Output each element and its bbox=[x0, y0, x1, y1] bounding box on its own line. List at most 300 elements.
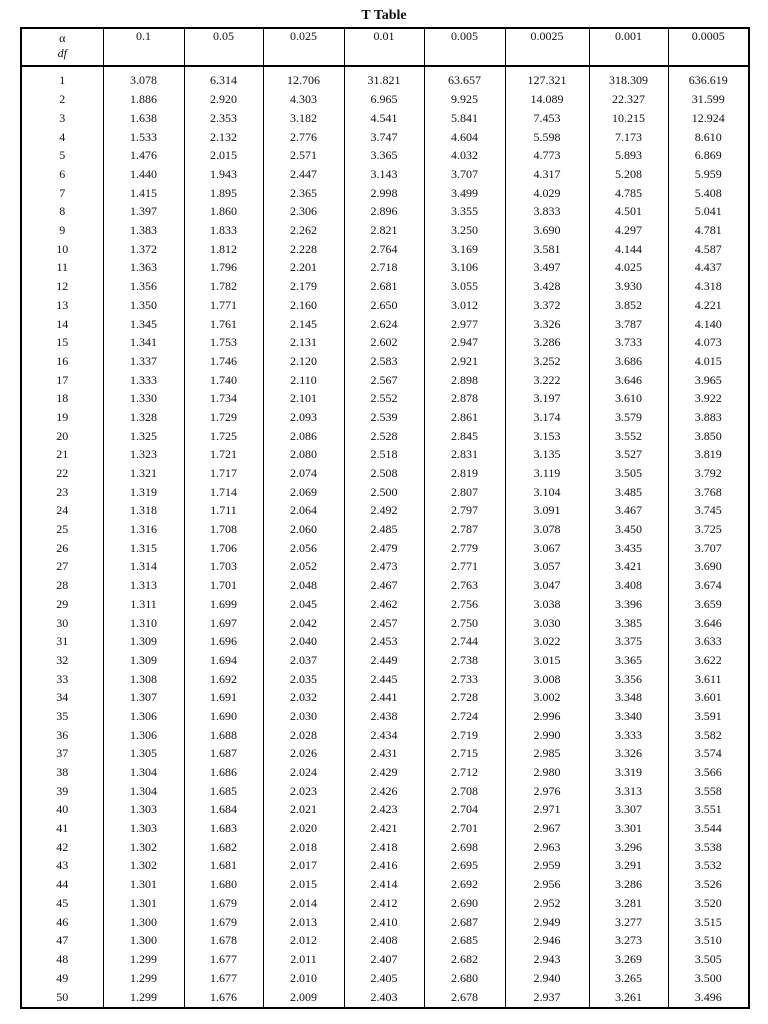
critical-value-cell: 2.485 bbox=[344, 520, 424, 539]
critical-value-cell: 2.719 bbox=[424, 726, 505, 745]
critical-value-cell: 2.733 bbox=[424, 670, 505, 689]
critical-value-cell: 3.515 bbox=[668, 913, 749, 932]
critical-value-cell: 3.551 bbox=[668, 801, 749, 820]
critical-value-cell: 2.956 bbox=[505, 875, 589, 894]
critical-value-cell: 3.047 bbox=[505, 576, 589, 595]
critical-value-cell: 3.385 bbox=[589, 614, 668, 633]
critical-value-cell: 1.325 bbox=[103, 427, 184, 446]
critical-value-cell: 1.721 bbox=[184, 446, 263, 465]
table-row bbox=[21, 857, 749, 876]
critical-value-cell: 2.704 bbox=[424, 801, 505, 820]
critical-value-cell: 2.776 bbox=[263, 128, 344, 147]
critical-value-cell: 2.201 bbox=[263, 259, 344, 278]
table-row bbox=[21, 726, 749, 745]
critical-value-cell: 1.310 bbox=[103, 614, 184, 633]
critical-value-cell: 3.579 bbox=[589, 408, 668, 427]
critical-value-cell: 2.479 bbox=[344, 539, 424, 558]
critical-value-cell: 2.779 bbox=[424, 539, 505, 558]
table-row bbox=[21, 483, 749, 502]
critical-value-cell: 3.365 bbox=[344, 147, 424, 166]
critical-value-cell: 3.421 bbox=[589, 558, 668, 577]
critical-value-cell: 2.473 bbox=[344, 558, 424, 577]
df-cell: 28 bbox=[56, 578, 69, 593]
table-row bbox=[21, 315, 749, 334]
critical-value-cell: 2.771 bbox=[424, 558, 505, 577]
critical-value-cell: 1.697 bbox=[184, 614, 263, 633]
critical-value-cell: 3.281 bbox=[589, 894, 668, 913]
critical-value-cell: 2.977 bbox=[424, 315, 505, 334]
critical-value-cell: 9.925 bbox=[424, 90, 505, 109]
table-row bbox=[21, 838, 749, 857]
critical-value-cell: 2.423 bbox=[344, 801, 424, 820]
critical-value-cell: 1.533 bbox=[103, 128, 184, 147]
critical-value-cell: 4.604 bbox=[424, 128, 505, 147]
critical-value-cell: 318.309 bbox=[589, 66, 668, 90]
critical-value-cell: 636.619 bbox=[668, 66, 749, 90]
critical-value-cell: 4.437 bbox=[668, 259, 749, 278]
critical-value-cell: 3.250 bbox=[424, 221, 505, 240]
critical-value-cell: 3.252 bbox=[505, 352, 589, 371]
critical-value-cell: 3.505 bbox=[589, 464, 668, 483]
critical-value-cell: 1.692 bbox=[184, 670, 263, 689]
critical-value-cell: 3.544 bbox=[668, 819, 749, 838]
critical-value-cell: 4.785 bbox=[589, 184, 668, 203]
critical-value-cell: 4.318 bbox=[668, 277, 749, 296]
table-row bbox=[21, 446, 749, 465]
df-cell: 5 bbox=[59, 148, 66, 163]
table-row bbox=[21, 165, 749, 184]
critical-value-cell: 4.029 bbox=[505, 184, 589, 203]
critical-value-cell: 1.690 bbox=[184, 707, 263, 726]
critical-value-cell: 3.333 bbox=[589, 726, 668, 745]
critical-value-cell: 1.302 bbox=[103, 838, 184, 857]
critical-value-cell: 3.850 bbox=[668, 427, 749, 446]
critical-value-cell: 1.333 bbox=[103, 371, 184, 390]
critical-value-cell: 1.304 bbox=[103, 763, 184, 782]
critical-value-cell: 3.499 bbox=[424, 184, 505, 203]
critical-value-cell: 1.309 bbox=[103, 632, 184, 651]
critical-value-cell: 2.845 bbox=[424, 427, 505, 446]
critical-value-cell: 1.306 bbox=[103, 707, 184, 726]
critical-value-cell: 3.340 bbox=[589, 707, 668, 726]
df-cell: 47 bbox=[56, 933, 69, 948]
critical-value-cell: 4.541 bbox=[344, 109, 424, 128]
critical-value-cell: 2.539 bbox=[344, 408, 424, 427]
critical-value-cell: 1.328 bbox=[103, 408, 184, 427]
critical-value-cell: 1.860 bbox=[184, 203, 263, 222]
df-cell: 2 bbox=[59, 92, 66, 107]
critical-value-cell: 2.744 bbox=[424, 632, 505, 651]
critical-value-cell: 2.030 bbox=[263, 707, 344, 726]
critical-value-cell: 3.558 bbox=[668, 782, 749, 801]
critical-value-cell: 1.812 bbox=[184, 240, 263, 259]
critical-value-cell: 3.291 bbox=[589, 857, 668, 876]
df-cell: 50 bbox=[56, 989, 69, 1004]
critical-value-cell: 14.089 bbox=[505, 90, 589, 109]
critical-value-cell: 2.571 bbox=[263, 147, 344, 166]
table-row bbox=[21, 782, 749, 801]
critical-value-cell: 6.314 bbox=[184, 66, 263, 90]
critical-value-cell: 4.501 bbox=[589, 203, 668, 222]
critical-value-cell: 3.610 bbox=[589, 389, 668, 408]
df-cell: 22 bbox=[56, 466, 69, 481]
critical-value-cell: 2.015 bbox=[184, 147, 263, 166]
critical-value-cell: 3.538 bbox=[668, 838, 749, 857]
critical-value-cell: 3.591 bbox=[668, 707, 749, 726]
critical-value-cell: 3.510 bbox=[668, 931, 749, 950]
critical-value-cell: 2.056 bbox=[263, 539, 344, 558]
critical-value-cell: 2.528 bbox=[344, 427, 424, 446]
critical-value-cell: 3.852 bbox=[589, 296, 668, 315]
critical-value-cell: 2.017 bbox=[263, 857, 344, 876]
table-row bbox=[21, 520, 749, 539]
critical-value-cell: 2.093 bbox=[263, 408, 344, 427]
table-row bbox=[21, 875, 749, 894]
critical-value-cell: 2.708 bbox=[424, 782, 505, 801]
critical-value-cell: 1.638 bbox=[103, 109, 184, 128]
df-cell: 48 bbox=[56, 951, 69, 966]
critical-value-cell: 2.567 bbox=[344, 371, 424, 390]
critical-value-cell: 2.405 bbox=[344, 969, 424, 988]
critical-value-cell: 3.119 bbox=[505, 464, 589, 483]
table-row bbox=[21, 819, 749, 838]
table-row bbox=[21, 595, 749, 614]
critical-value-cell: 2.967 bbox=[505, 819, 589, 838]
critical-value-cell: 3.690 bbox=[505, 221, 589, 240]
critical-value-cell: 3.326 bbox=[505, 315, 589, 334]
critical-value-cell: 2.048 bbox=[263, 576, 344, 595]
critical-value-cell: 3.286 bbox=[505, 333, 589, 352]
critical-value-cell: 2.985 bbox=[505, 745, 589, 764]
critical-value-cell: 2.445 bbox=[344, 670, 424, 689]
df-cell: 34 bbox=[56, 690, 69, 705]
critical-value-cell: 1.678 bbox=[184, 931, 263, 950]
critical-value-cell: 1.679 bbox=[184, 894, 263, 913]
critical-value-cell: 1.311 bbox=[103, 595, 184, 614]
alpha-header-cell: 0.0025 bbox=[505, 28, 589, 66]
critical-value-cell: 2.685 bbox=[424, 931, 505, 950]
df-cell: 40 bbox=[56, 802, 69, 817]
critical-value-cell: 3.375 bbox=[589, 632, 668, 651]
alpha-header-cell: 0.01 bbox=[344, 28, 424, 66]
critical-value-cell: 5.208 bbox=[589, 165, 668, 184]
critical-value-cell: 2.020 bbox=[263, 819, 344, 838]
critical-value-cell: 3.674 bbox=[668, 576, 749, 595]
table-row bbox=[21, 389, 749, 408]
critical-value-cell: 2.602 bbox=[344, 333, 424, 352]
critical-value-cell: 3.277 bbox=[589, 913, 668, 932]
critical-value-cell: 8.610 bbox=[668, 128, 749, 147]
critical-value-cell: 1.397 bbox=[103, 203, 184, 222]
table-row bbox=[21, 90, 749, 109]
critical-value-cell: 2.023 bbox=[263, 782, 344, 801]
critical-value-cell: 1.330 bbox=[103, 389, 184, 408]
critical-value-cell: 1.706 bbox=[184, 539, 263, 558]
critical-value-cell: 2.032 bbox=[263, 688, 344, 707]
table-row bbox=[21, 987, 749, 1008]
table-row bbox=[21, 259, 749, 278]
critical-value-cell: 4.140 bbox=[668, 315, 749, 334]
table-row bbox=[21, 763, 749, 782]
table-row bbox=[21, 240, 749, 259]
critical-value-cell: 3.078 bbox=[505, 520, 589, 539]
critical-value-cell: 3.057 bbox=[505, 558, 589, 577]
critical-value-cell: 1.686 bbox=[184, 763, 263, 782]
critical-value-cell: 3.792 bbox=[668, 464, 749, 483]
critical-value-cell: 2.687 bbox=[424, 913, 505, 932]
alpha-header-cell: 0.0005 bbox=[668, 28, 749, 66]
critical-value-cell: 3.733 bbox=[589, 333, 668, 352]
df-cell: 39 bbox=[56, 783, 69, 798]
df-cell: 9 bbox=[59, 223, 66, 238]
critical-value-cell: 3.552 bbox=[589, 427, 668, 446]
critical-value-cell: 3.883 bbox=[668, 408, 749, 427]
critical-value-cell: 1.683 bbox=[184, 819, 263, 838]
critical-value-cell: 1.796 bbox=[184, 259, 263, 278]
critical-value-cell: 2.306 bbox=[263, 203, 344, 222]
critical-value-cell: 3.038 bbox=[505, 595, 589, 614]
critical-value-cell: 3.922 bbox=[668, 389, 749, 408]
critical-value-cell: 2.353 bbox=[184, 109, 263, 128]
critical-value-cell: 1.682 bbox=[184, 838, 263, 857]
critical-value-cell: 3.532 bbox=[668, 857, 749, 876]
critical-value-cell: 1.301 bbox=[103, 894, 184, 913]
critical-value-cell: 2.015 bbox=[263, 875, 344, 894]
critical-value-cell: 3.012 bbox=[424, 296, 505, 315]
critical-value-cell: 1.308 bbox=[103, 670, 184, 689]
critical-value-cell: 2.690 bbox=[424, 894, 505, 913]
critical-value-cell: 2.441 bbox=[344, 688, 424, 707]
critical-value-cell: 63.657 bbox=[424, 66, 505, 90]
critical-value-cell: 2.462 bbox=[344, 595, 424, 614]
critical-value-cell: 1.688 bbox=[184, 726, 263, 745]
critical-value-cell: 3.307 bbox=[589, 801, 668, 820]
critical-value-cell: 1.440 bbox=[103, 165, 184, 184]
critical-value-cell: 2.715 bbox=[424, 745, 505, 764]
table-row bbox=[21, 371, 749, 390]
table-row bbox=[21, 950, 749, 969]
critical-value-cell: 1.681 bbox=[184, 857, 263, 876]
table-row bbox=[21, 576, 749, 595]
df-cell: 38 bbox=[56, 765, 69, 780]
critical-value-cell: 2.764 bbox=[344, 240, 424, 259]
critical-value-cell: 2.447 bbox=[263, 165, 344, 184]
critical-value-cell: 31.821 bbox=[344, 66, 424, 90]
df-cell: 8 bbox=[59, 204, 66, 219]
df-cell: 32 bbox=[56, 652, 69, 667]
table-row bbox=[21, 333, 749, 352]
critical-value-cell: 3.356 bbox=[589, 670, 668, 689]
table-row bbox=[21, 427, 749, 446]
critical-value-cell: 2.086 bbox=[263, 427, 344, 446]
critical-value-cell: 3.497 bbox=[505, 259, 589, 278]
critical-value-cell: 2.414 bbox=[344, 875, 424, 894]
critical-value-cell: 2.695 bbox=[424, 857, 505, 876]
table-row bbox=[21, 969, 749, 988]
critical-value-cell: 4.032 bbox=[424, 147, 505, 166]
critical-value-cell: 2.449 bbox=[344, 651, 424, 670]
df-cell: 20 bbox=[56, 428, 69, 443]
critical-value-cell: 3.435 bbox=[589, 539, 668, 558]
critical-value-cell: 2.426 bbox=[344, 782, 424, 801]
table-row bbox=[21, 670, 749, 689]
critical-value-cell: 3.261 bbox=[589, 987, 668, 1008]
critical-value-cell: 6.965 bbox=[344, 90, 424, 109]
critical-value-cell: 2.145 bbox=[263, 315, 344, 334]
critical-value-cell: 1.363 bbox=[103, 259, 184, 278]
critical-value-cell: 1.356 bbox=[103, 277, 184, 296]
df-cell: 19 bbox=[56, 409, 69, 424]
critical-value-cell: 2.403 bbox=[344, 987, 424, 1008]
critical-value-cell: 1.321 bbox=[103, 464, 184, 483]
critical-value-cell: 3.930 bbox=[589, 277, 668, 296]
critical-value-cell: 2.457 bbox=[344, 614, 424, 633]
critical-value-cell: 3.611 bbox=[668, 670, 749, 689]
critical-value-cell: 3.633 bbox=[668, 632, 749, 651]
df-cell: 29 bbox=[56, 596, 69, 611]
critical-value-cell: 2.026 bbox=[263, 745, 344, 764]
critical-value-cell: 2.131 bbox=[263, 333, 344, 352]
critical-value-cell: 3.485 bbox=[589, 483, 668, 502]
critical-value-cell: 2.418 bbox=[344, 838, 424, 857]
critical-value-cell: 3.707 bbox=[424, 165, 505, 184]
critical-value-cell: 3.169 bbox=[424, 240, 505, 259]
critical-value-cell: 3.030 bbox=[505, 614, 589, 633]
critical-value-cell: 2.052 bbox=[263, 558, 344, 577]
critical-value-cell: 2.028 bbox=[263, 726, 344, 745]
table-row bbox=[21, 801, 749, 820]
alpha-label: α bbox=[59, 31, 66, 45]
critical-value-cell: 2.583 bbox=[344, 352, 424, 371]
critical-value-cell: 3.265 bbox=[589, 969, 668, 988]
critical-value-cell: 2.518 bbox=[344, 446, 424, 465]
df-cell: 7 bbox=[59, 185, 66, 200]
critical-value-cell: 1.323 bbox=[103, 446, 184, 465]
critical-value-cell: 1.676 bbox=[184, 987, 263, 1008]
table-row bbox=[21, 688, 749, 707]
critical-value-cell: 31.599 bbox=[668, 90, 749, 109]
df-cell: 24 bbox=[56, 503, 69, 518]
critical-value-cell: 2.682 bbox=[424, 950, 505, 969]
df-cell: 36 bbox=[56, 727, 69, 742]
critical-value-cell: 1.714 bbox=[184, 483, 263, 502]
critical-value-cell: 2.024 bbox=[263, 763, 344, 782]
critical-value-cell: 2.728 bbox=[424, 688, 505, 707]
table-row bbox=[21, 931, 749, 950]
critical-value-cell: 5.408 bbox=[668, 184, 749, 203]
critical-value-cell: 3.365 bbox=[589, 651, 668, 670]
critical-value-cell: 3.428 bbox=[505, 277, 589, 296]
critical-value-cell: 2.650 bbox=[344, 296, 424, 315]
critical-value-cell: 1.782 bbox=[184, 277, 263, 296]
table-row bbox=[21, 352, 749, 371]
df-cell: 27 bbox=[56, 559, 69, 574]
critical-value-cell: 3.372 bbox=[505, 296, 589, 315]
critical-value-cell: 3.067 bbox=[505, 539, 589, 558]
critical-value-cell: 2.898 bbox=[424, 371, 505, 390]
critical-value-cell: 2.896 bbox=[344, 203, 424, 222]
critical-value-cell: 1.299 bbox=[103, 950, 184, 969]
critical-value-cell: 1.303 bbox=[103, 819, 184, 838]
critical-value-cell: 2.821 bbox=[344, 221, 424, 240]
critical-value-cell: 3.319 bbox=[589, 763, 668, 782]
critical-value-cell: 3.022 bbox=[505, 632, 589, 651]
critical-value-cell: 3.286 bbox=[589, 875, 668, 894]
critical-value-cell: 1.318 bbox=[103, 502, 184, 521]
critical-value-cell: 3.566 bbox=[668, 763, 749, 782]
critical-value-cell: 2.959 bbox=[505, 857, 589, 876]
critical-value-cell: 3.008 bbox=[505, 670, 589, 689]
table-row bbox=[21, 464, 749, 483]
df-cell: 6 bbox=[59, 167, 66, 182]
critical-value-cell: 2.010 bbox=[263, 969, 344, 988]
critical-value-cell: 2.980 bbox=[505, 763, 589, 782]
table-row bbox=[21, 66, 749, 90]
df-cell: 14 bbox=[56, 316, 69, 331]
critical-value-cell: 5.598 bbox=[505, 128, 589, 147]
table-title: T Table bbox=[361, 8, 407, 23]
table-row bbox=[21, 539, 749, 558]
critical-value-cell: 1.761 bbox=[184, 315, 263, 334]
critical-value-cell: 2.500 bbox=[344, 483, 424, 502]
critical-value-cell: 3.015 bbox=[505, 651, 589, 670]
critical-value-cell: 1.299 bbox=[103, 969, 184, 988]
critical-value-cell: 2.763 bbox=[424, 576, 505, 595]
table-row bbox=[21, 913, 749, 932]
t-distribution-table bbox=[20, 27, 750, 1009]
critical-value-cell: 3.055 bbox=[424, 277, 505, 296]
critical-value-cell: 2.787 bbox=[424, 520, 505, 539]
critical-value-cell: 3.408 bbox=[589, 576, 668, 595]
critical-value-cell: 2.434 bbox=[344, 726, 424, 745]
critical-value-cell: 4.587 bbox=[668, 240, 749, 259]
critical-value-cell: 2.797 bbox=[424, 502, 505, 521]
critical-value-cell: 2.018 bbox=[263, 838, 344, 857]
critical-value-cell: 3.348 bbox=[589, 688, 668, 707]
critical-value-cell: 2.937 bbox=[505, 987, 589, 1008]
critical-value-cell: 1.306 bbox=[103, 726, 184, 745]
df-cell: 37 bbox=[56, 746, 69, 761]
critical-value-cell: 5.841 bbox=[424, 109, 505, 128]
df-cell: 17 bbox=[56, 372, 69, 387]
critical-value-cell: 2.698 bbox=[424, 838, 505, 857]
critical-value-cell: 1.943 bbox=[184, 165, 263, 184]
critical-value-cell: 2.069 bbox=[263, 483, 344, 502]
df-cell: 25 bbox=[56, 522, 69, 537]
critical-value-cell: 1.476 bbox=[103, 147, 184, 166]
critical-value-cell: 5.959 bbox=[668, 165, 749, 184]
alpha-header-cell: 0.025 bbox=[263, 28, 344, 66]
df-cell: 11 bbox=[56, 260, 69, 275]
critical-value-cell: 1.316 bbox=[103, 520, 184, 539]
critical-value-cell: 2.431 bbox=[344, 745, 424, 764]
critical-value-cell: 2.040 bbox=[263, 632, 344, 651]
alpha-header-cell: 0.005 bbox=[424, 28, 505, 66]
critical-value-cell: 2.971 bbox=[505, 801, 589, 820]
critical-value-cell: 2.011 bbox=[263, 950, 344, 969]
critical-value-cell: 3.686 bbox=[589, 352, 668, 371]
critical-value-cell: 4.303 bbox=[263, 90, 344, 109]
df-cell: 3 bbox=[59, 110, 66, 125]
critical-value-cell: 1.415 bbox=[103, 184, 184, 203]
critical-value-cell: 4.144 bbox=[589, 240, 668, 259]
critical-value-cell: 2.920 bbox=[184, 90, 263, 109]
critical-value-cell: 2.949 bbox=[505, 913, 589, 932]
df-cell: 23 bbox=[56, 484, 69, 499]
critical-value-cell: 1.300 bbox=[103, 931, 184, 950]
critical-value-cell: 4.221 bbox=[668, 296, 749, 315]
critical-value-cell: 3.467 bbox=[589, 502, 668, 521]
